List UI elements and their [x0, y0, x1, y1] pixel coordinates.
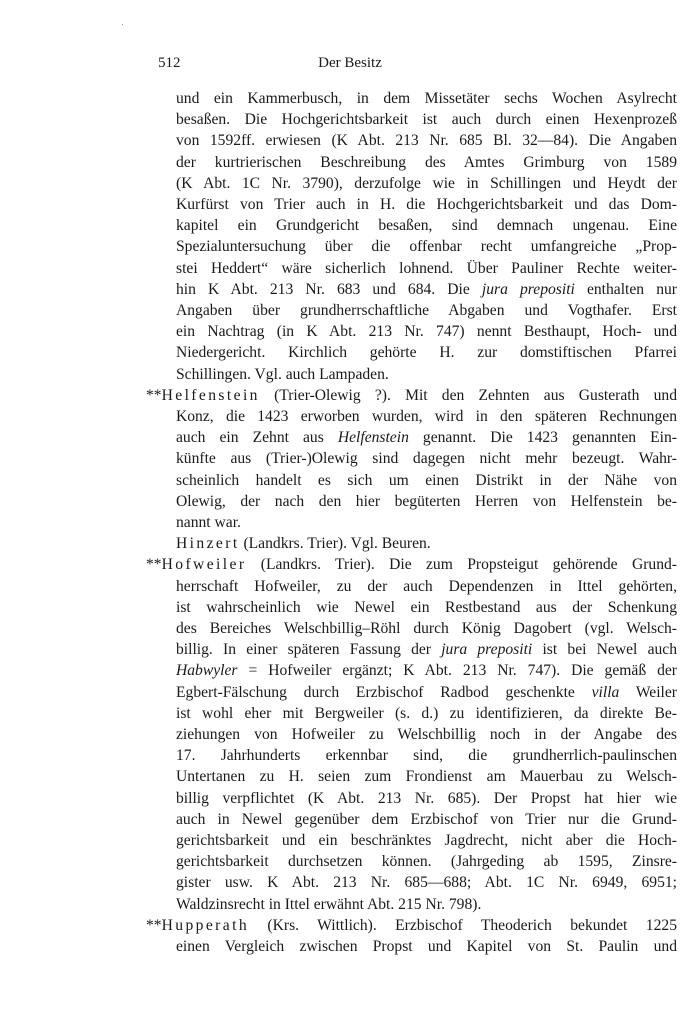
- text-run: **: [146, 916, 162, 934]
- text-line: [176, 788, 677, 809]
- text-line: [176, 576, 677, 597]
- text-run: auch in Newel gegenüber dem Erzbischof von Trier nur die Grund-: [176, 810, 677, 828]
- text-run: Kurfürst von Trier auch in H. die Hochgerichtsbarkeit und das Dom-: [176, 196, 677, 213]
- text-line: [176, 491, 677, 512]
- text-run: 17. Jahrhunderts erkennbar sind, die grundherrlich-paulinschen: [176, 747, 677, 765]
- text-run: der kurtrierischen Beschreibung des Amtes Grimburg von 1589: [176, 153, 677, 171]
- text-run: (Landkrs. Trier). Vgl. Beuren.: [239, 535, 431, 553]
- text-run: gerichtsbarkeit durchsetzen können. (Jahrgeding ab 1595, Zinsre-: [176, 853, 677, 871]
- text-line: [176, 470, 677, 491]
- text-line: [176, 215, 677, 236]
- text-line: [176, 342, 677, 363]
- text-line: [176, 427, 677, 448]
- text-run: nannt war.: [176, 514, 241, 531]
- text-line: [176, 279, 677, 300]
- text-run: Konz, die 1423 erworben wurden, wird in den späteren Rechnungen: [176, 408, 677, 425]
- text-run: einen Vergleich zwischen Propst und Kapitel von St. Paulin und: [176, 938, 677, 955]
- page-number: 512: [158, 55, 181, 71]
- text-run: Schillingen. Vgl. auch Lampaden.: [176, 365, 389, 383]
- text-run: scheinlich handelt es sich um einen Distrikt in der Nähe von: [176, 471, 677, 489]
- text-run: des Bereiches Welschbillig–Röhl durch König Dagobert (vgl. Welsch-: [176, 620, 677, 637]
- text-line: [176, 766, 677, 787]
- italic-term: Habwyler: [176, 662, 238, 680]
- text-run: Niedergericht. Kirchlich gehörte H. zur domstiftischen Pfarrei: [176, 344, 677, 362]
- text-line: [176, 660, 677, 681]
- text-line: [176, 872, 677, 893]
- text-run: künfte aus (Trier-)Olewig sind dagegen nicht mehr bezeugt. Wahr-: [176, 450, 677, 468]
- text-line: [176, 618, 677, 639]
- text-line: [176, 236, 677, 257]
- italic-term: jura prepositi: [441, 641, 533, 659]
- text-line: [176, 936, 677, 957]
- text-run: hin K Abt. 213 Nr. 683 und 684. Die: [176, 280, 482, 298]
- text-line: [176, 130, 677, 151]
- text-line: [176, 321, 677, 342]
- text-line: [176, 258, 677, 279]
- text-line: [176, 406, 677, 427]
- text-line: [176, 364, 677, 385]
- text-line: [176, 597, 677, 618]
- text-run: billig. In einer späteren Fassung der: [176, 641, 442, 659]
- text-run: Angaben über grundherrschaftliche Abgaben und Vogthafer. Erst: [176, 302, 677, 319]
- text-run: enthalten nur: [574, 280, 677, 298]
- italic-term: villa: [591, 683, 620, 701]
- text-line: [176, 639, 677, 660]
- text-run: von 1592ff. erwiesen (K Abt. 213 Nr. 685 Bl. 32—84). Die Angaben: [176, 132, 677, 150]
- text-run: ziehungen von Hofweiler zu Welschbillig noch in der Angabe des: [176, 726, 677, 743]
- text-run: Untertanen zu H. seien zum Frondienst am Mauerbau zu Welsch-: [176, 768, 677, 786]
- text-run: (Landkrs. Trier). Die zum Propsteigut gehörende Grund-: [246, 556, 677, 574]
- entry-headword: Hinzert: [176, 535, 240, 553]
- text-run: besaßen. Die Hochgerichtsbarkeit ist auch durch einen Hexenprozeß: [176, 111, 677, 129]
- text-run: gister usw. K Abt. 213 Nr. 685—688; Abt. 1C Nr. 6949, 6951;: [176, 874, 677, 892]
- entry-line: [146, 554, 677, 575]
- text-run: ist wohl eher mit Bergweiler (s. d.) zu identifizieren, da direkte Be-: [176, 704, 677, 722]
- text-run: ist bei Newel auch: [532, 641, 677, 659]
- text-line: [176, 448, 677, 469]
- text-line: [176, 809, 677, 830]
- entry-line: [146, 915, 677, 936]
- italic-term: jura prepositi: [481, 280, 575, 298]
- entry-headword: Hofweiler: [161, 556, 247, 574]
- text-line: [176, 88, 677, 109]
- text-line: [176, 533, 677, 554]
- text-line: [176, 300, 677, 321]
- text-line: [176, 152, 677, 173]
- text-run: ist wahrscheinlich wie Newel ein Restbestand aus der Schenkung: [176, 598, 677, 616]
- text-run: kapitel ein Grundgericht besaßen, sind demnach ungenau. Eine: [176, 217, 677, 235]
- text-run: Spezialuntersuchung über die offenbar recht umfangreiche „Prop-: [176, 238, 677, 256]
- text-run: Egbert-Fälschung durch Erzbischof Radbod geschenkte: [176, 683, 592, 701]
- text-line: [176, 703, 677, 724]
- entry-line: [146, 385, 677, 406]
- text-line: [176, 724, 677, 745]
- text-line: [176, 109, 677, 130]
- text-line: [176, 512, 677, 533]
- text-run: gerichtsbarkeit und ein beschränktes Jagdrecht, nicht aber die Hoch-: [176, 832, 677, 849]
- text-run: **: [146, 556, 162, 574]
- text-run: Olewig, der nach den hier begüterten Herren von Helfenstein be-: [176, 492, 677, 510]
- entry-headword: Hupperath: [161, 916, 250, 934]
- text-run: billig verpflichtet (K Abt. 213 Nr. 685). Der Propst hat hier wie: [176, 789, 677, 807]
- text-run: und ein Kammerbusch, in dem Missetäter sechs Wochen Asylrecht: [176, 90, 677, 107]
- running-head: Der Besitz: [318, 55, 382, 71]
- text-line: [176, 194, 677, 215]
- scan-speck: [122, 24, 123, 25]
- text-line: [176, 682, 677, 703]
- text-line: [176, 851, 677, 872]
- text-run: Weiler: [619, 683, 677, 701]
- text-run: herrschaft Hofweiler, zu der auch Dependenzen in Ittel gehörten,: [176, 577, 677, 595]
- entry-headword: Helfenstein: [161, 386, 260, 404]
- text-run: auch ein Zehnt aus: [176, 429, 338, 447]
- text-run: (Trier-Olewig ?). Mit den Zehnten aus Gusterath und: [259, 386, 677, 404]
- italic-term: Helfenstein: [337, 429, 409, 447]
- text-run: Waldzinsrecht in Ittel erwähnt Abt. 215 Nr. 798).: [176, 895, 482, 913]
- text-run: **: [146, 386, 162, 404]
- text-run: (K Abt. 1C Nr. 3790), derzufolge wie in Schillingen und Heydt der: [176, 174, 677, 192]
- text-line: [176, 173, 677, 194]
- text-line: [176, 894, 677, 915]
- text-run: ein Nachtrag (in K Abt. 213 Nr. 747) nennt Besthaupt, Hoch- und: [176, 323, 677, 341]
- text-run: (Krs. Wittlich). Erzbischof Theoderich bekundet 1225: [249, 916, 677, 934]
- text-run: genannt. Die 1423 genannten Ein-: [408, 429, 677, 447]
- text-line: [176, 830, 677, 851]
- text-run: stei Heddert“ wäre sicherlich lohnend. Über Pauliner Rechte weiter-: [176, 259, 677, 277]
- text-line: [176, 745, 677, 766]
- text-run: = Hofweiler ergänzt; K Abt. 213 Nr. 747). Die gemäß der: [237, 662, 677, 680]
